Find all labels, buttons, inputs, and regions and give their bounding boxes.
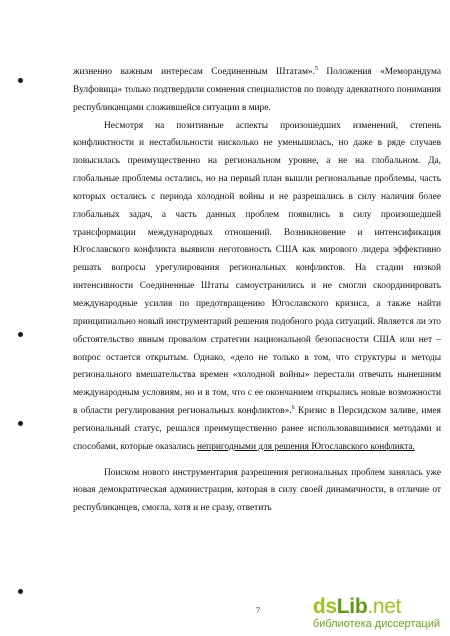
text-run: Положения «Меморандума Вулфовица» только подтвердили сомнения специалистов по поводу адекватного понимания республиканцами сложившейся ситуации в мире.	[73, 67, 441, 113]
watermark	[313, 596, 440, 630]
binder-hole-mark	[18, 589, 23, 594]
paragraph	[73, 118, 441, 457]
binder-hole-mark	[18, 78, 23, 83]
binder-hole-mark	[18, 332, 23, 337]
text-run: непригодными для решения Югославского конфликта.	[197, 441, 415, 452]
text-run: Несмотря на позитивные аспекты произошедших изменений, степень конфликтности и нестабильности нисколько не уменьшилась, но даже в ряде случаев повысилась преимущественно на региональном уровне, а не на глобальном. Да, глобальные проблемы остались, но на первый план вышли региональные проблемы, часть которых остались с периода холодной войны и не разрешались в силу наличия более глобальных задач, а часть данных проблем появились в силу произошедшей трансформации международных отношений. Возникновение и интенсификация Югославского конфликта выявили неготовность США как мирового лидера эффективно решать вопросы урегулирования региональных конфликтов. На стадии низкой интенсивности Соединенные Штаты самоустранились и не смогли скоординировать международные усилия по предотвращению Югославского кризиса, а также найти принципиально новый инструментарий решения подобного рода ситуаций. Является ли это обстоятельство явным провалом стратегии национальной безопасности США или нет – вопрос остается открытым. Однако, «дело не только в том, что структуры и методы регионального вмешательства времен «холодной войны» перестали отвечать нынешним международным условиям, но и в том, что с ее окончанием открылись новые возможности в области регулирования региональных конфликтов».	[73, 120, 441, 417]
paragraph	[73, 465, 441, 519]
footnote-ref: 5	[314, 65, 318, 72]
text-run: Кризис в Персидском заливе, имея региональный статус, решался преимущественно ранее использовавшимися методами и способами, которые оказались	[73, 406, 441, 452]
logo-ds: ds	[312, 595, 337, 618]
paragraph	[73, 64, 441, 118]
page-number: 7	[256, 606, 260, 615]
text-run: жизненно важным интересам Соединенным Штатам».	[73, 67, 315, 77]
text-run: Поиском нового инструментария разрешения региональных проблем занялась уже новая демократическая администрация, которая в силу своей динамичности, в отличие от республиканцев, смогла, хотя и не сразу, ответить	[73, 467, 441, 514]
footnote-ref: 6	[291, 404, 295, 411]
logo-lib: Lib	[336, 595, 368, 618]
watermark-logo	[313, 596, 440, 618]
body-text	[73, 64, 441, 518]
logo-net: .net	[367, 595, 402, 618]
binder-hole-mark	[18, 421, 23, 426]
watermark-subtitle: библиотека диссертаций	[312, 618, 440, 630]
